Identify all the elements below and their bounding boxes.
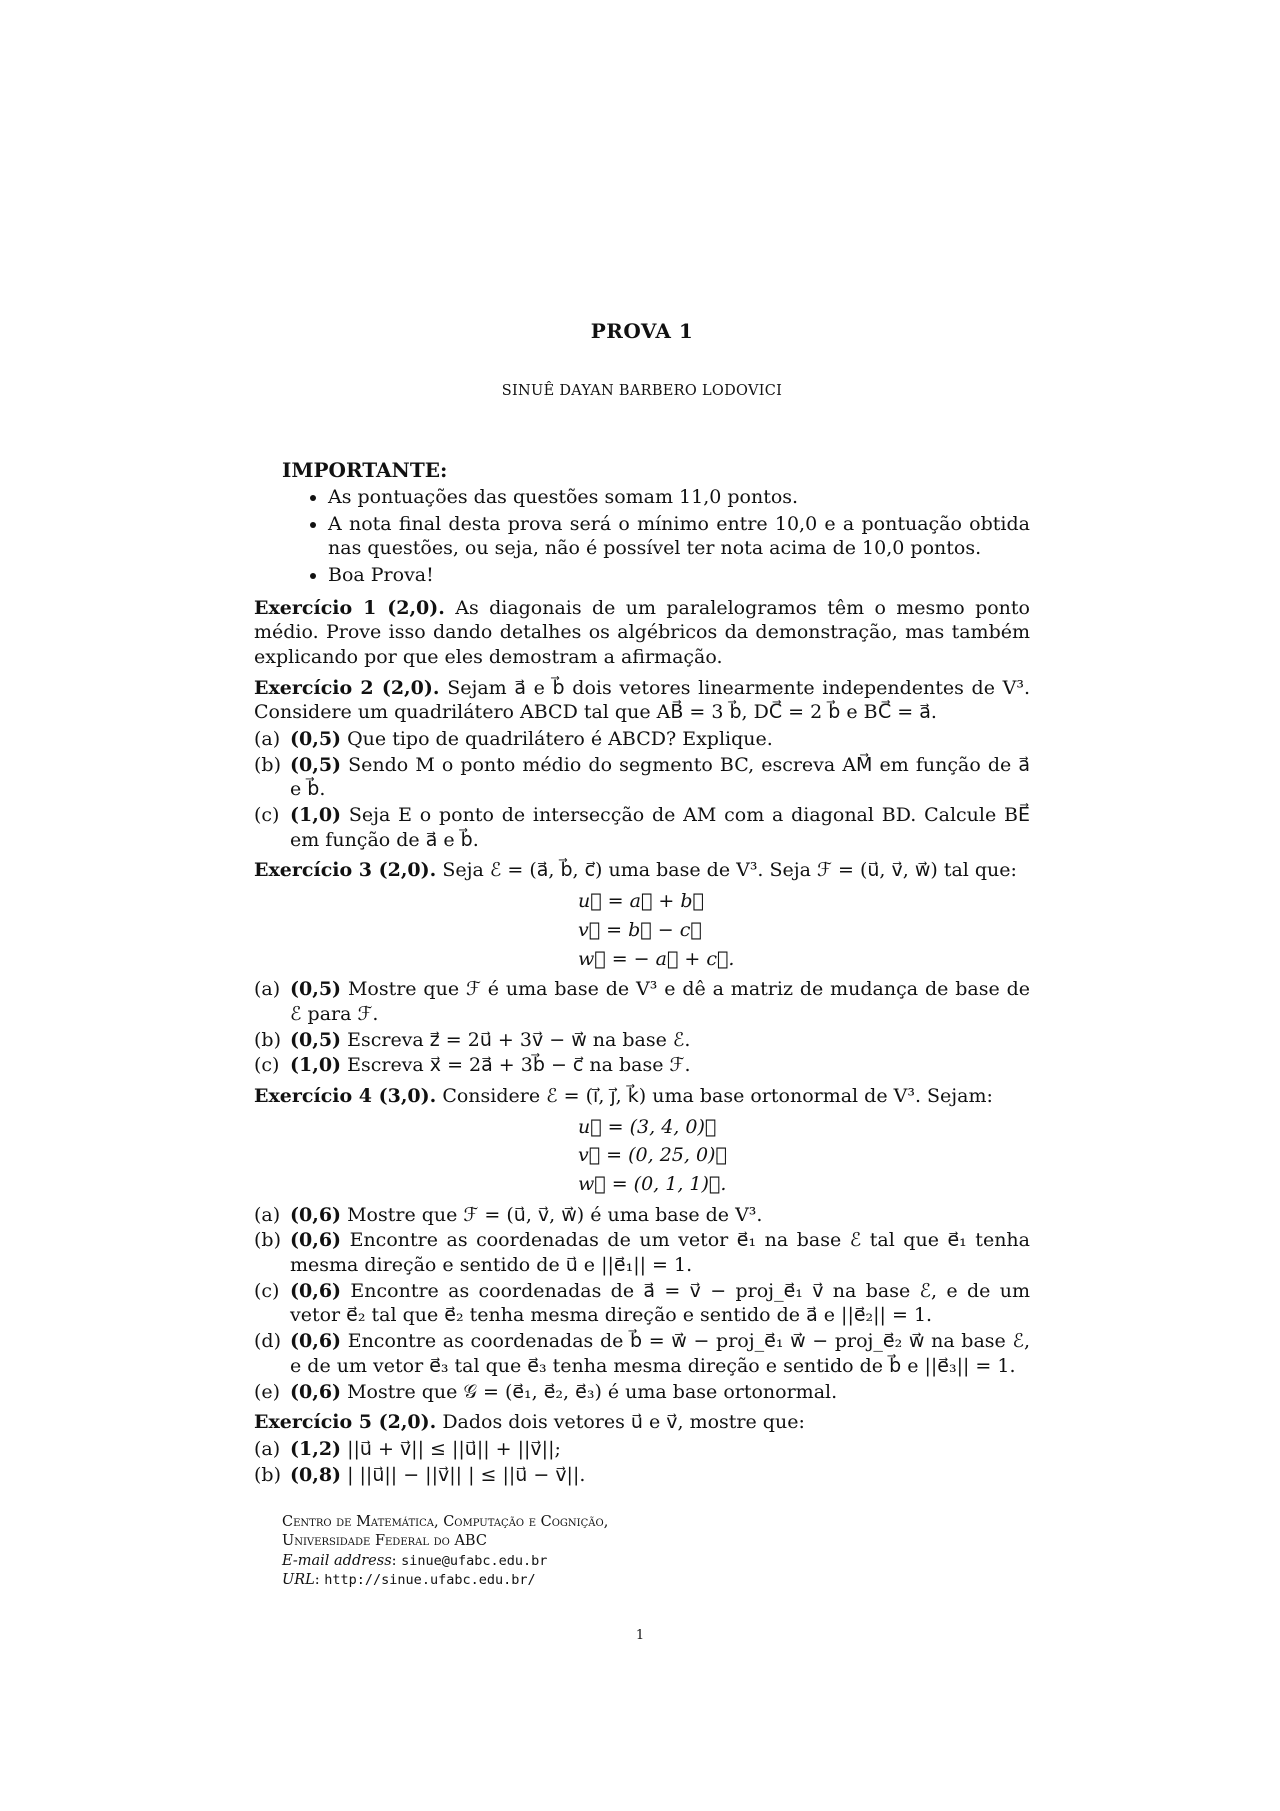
important-bullet: • Boa Prova!	[328, 563, 1030, 588]
important-heading: IMPORTANTE:	[282, 457, 448, 482]
exercise-3	[254, 858, 1030, 883]
item-label: (b)	[254, 1463, 281, 1486]
email-label: E-mail address	[282, 1552, 392, 1569]
equation: u⃗ = (3, 4, 0)ℰ	[578, 1115, 717, 1138]
item-text: ||u⃗ + v⃗|| ≤ ||u⃗|| + ||v⃗||;	[347, 1437, 561, 1460]
item-points: (0,5)	[290, 1028, 342, 1051]
item-text: Que tipo de quadrilátero é ABCD? Explique.	[347, 728, 773, 751]
item-text: Escreva z⃗ = 2u⃗ + 3v⃗ − w⃗ na base ℰ.	[347, 1028, 691, 1051]
exercise-3-text: Seja ℰ = (a⃗, b⃗, c⃗) uma base de V³. Seja ℱ = (u⃗, v⃗, w⃗) tal que:	[442, 859, 1017, 882]
exercise-2-item-a	[254, 727, 1030, 752]
item-text: Encontre as coordenadas de um vetor e⃗₁ na base ℰ tal que e⃗₁ tenha mesma direção e sentido de u⃗ e ||e⃗₁|| = 1.	[290, 1229, 1030, 1277]
exercise-4-item-b	[254, 1228, 1030, 1277]
item-text: Seja E o ponto de intersecção de AM com a diagonal BD. Calcule BE⃗ em função de a⃗ e b⃗.	[290, 804, 1030, 851]
document-page	[254, 318, 1030, 1590]
author-footer	[282, 1513, 1030, 1590]
exercise-4-equations	[578, 1115, 1030, 1197]
item-points: (0,6)	[290, 1229, 342, 1252]
item-points: (0,6)	[290, 1380, 342, 1403]
item-points: (0,6)	[290, 1279, 342, 1302]
exercise-3-item-a	[254, 977, 1030, 1026]
item-points: (0,6)	[290, 1203, 342, 1226]
item-text: Escreva x⃗ = 2a⃗ + 3b⃗ − c⃗ na base ℱ.	[347, 1054, 691, 1077]
email-link[interactable]: sinue@ufabc.edu.br	[401, 1552, 548, 1569]
exercise-2-text: Sejam a⃗ e b⃗ dois vetores linearmente independentes de V³. Considere um quadrilátero ABCD tal que AB⃗ = 3 b⃗, DC⃗ = 2 b⃗ e BC⃗ = a⃗.	[254, 676, 1031, 724]
exercise-1-text: As diagonais de um paralelogramos têm o mesmo ponto médio. Prove isso dando detalhes os algébricos da demonstração, mas também explicando por que eles demostram a afirmação.	[254, 596, 1030, 668]
item-label: (c)	[254, 804, 280, 827]
author-name: SINUÊ DAYAN BARBERO LODOVICI	[501, 383, 783, 399]
exercise-5	[254, 1410, 1030, 1435]
item-points: (1,0)	[290, 1054, 342, 1077]
equation: w⃗ = − a⃗ + c⃗.	[578, 947, 735, 970]
exercise-2-item-c	[254, 803, 1030, 852]
equation: u⃗ = a⃗ + b⃗	[578, 890, 704, 913]
item-text: Encontre as coordenadas de a⃗ = v⃗ − proj_e⃗₁ v⃗ na base ℰ, e de um vetor e⃗₂ tal que e⃗₂ tenha mesma direção e sentido de a⃗ e ||e⃗₂|| = 1.	[290, 1279, 1030, 1327]
url-link[interactable]: http://sinue.ufabc.edu.br/	[324, 1571, 536, 1588]
equation: v⃗ = b⃗ − c⃗	[578, 918, 702, 941]
exercise-5-text: Dados dois vetores u⃗ e v⃗, mostre que:	[442, 1411, 805, 1434]
exercise-5-item-a	[254, 1437, 1030, 1462]
item-points: (1,2)	[290, 1437, 342, 1460]
institution-line: Centro de Matemática, Computação e Cognição,	[282, 1514, 609, 1531]
item-label: (b)	[254, 1229, 281, 1252]
url-label: URL	[282, 1571, 315, 1588]
exercise-3-item-c	[254, 1053, 1030, 1078]
university-line: Universidade Federal do ABC	[282, 1533, 487, 1550]
document-title: PROVA 1	[590, 319, 694, 343]
item-text: Mostre que ℱ é uma base de V³ e dê a matriz de mudança de base de ℰ para ℱ.	[290, 978, 1031, 1025]
exercise-4-heading: Exercício 4 (3,0).	[254, 1084, 437, 1107]
equation: v⃗ = (0, 25, 0)ℰ	[578, 1144, 727, 1167]
exercise-2-item-b	[254, 753, 1030, 802]
exercise-2	[254, 676, 1030, 725]
exercise-3-equations	[578, 889, 1030, 971]
item-text: Mostre que 𝒢 = (e⃗₁, e⃗₂, e⃗₃) é uma base ortonormal.	[347, 1380, 838, 1403]
item-label: (b)	[254, 753, 281, 776]
important-list	[254, 485, 1030, 588]
item-points: (0,5)	[290, 728, 342, 751]
item-label: (c)	[254, 1054, 280, 1077]
exercise-4-text: Considere ℰ = (i⃗, j⃗, k⃗) uma base ortonormal de V³. Sejam:	[442, 1084, 993, 1107]
important-bullet: • A nota final desta prova será o mínimo entre 10,0 e a pontuação obtida nas questões, ou seja, não é possível ter nota acima de 10,0 pontos.	[328, 512, 1030, 561]
exercise-1	[254, 596, 1030, 670]
item-label: (e)	[254, 1380, 281, 1403]
equation: w⃗ = (0, 1, 1)ℰ.	[578, 1173, 727, 1196]
item-points: (0,5)	[290, 753, 342, 776]
exercise-3-heading: Exercício 3 (2,0).	[254, 859, 437, 882]
exercise-1-heading: Exercício 1 (2,0).	[254, 596, 445, 619]
item-label: (a)	[254, 978, 281, 1001]
item-text: Sendo M o ponto médio do segmento BC, escreva AM⃗ em função de a⃗ e b⃗.	[290, 753, 1031, 801]
item-points: (1,0)	[290, 804, 342, 827]
item-text: Mostre que ℱ = (u⃗, v⃗, w⃗) é uma base de V³.	[347, 1203, 763, 1226]
exercise-3-item-b	[254, 1028, 1030, 1053]
item-label: (a)	[254, 728, 281, 751]
email-line: E-mail address: sinue@ufabc.edu.br	[282, 1552, 548, 1569]
exercise-2-heading: Exercício 2 (2,0).	[254, 676, 440, 699]
item-label: (d)	[254, 1330, 281, 1353]
item-points: (0,6)	[290, 1330, 342, 1353]
exercise-4-item-e	[254, 1380, 1030, 1405]
item-label: (a)	[254, 1203, 281, 1226]
exercise-5-item-b	[254, 1463, 1030, 1488]
item-label: (b)	[254, 1028, 281, 1051]
item-points: (0,5)	[290, 978, 342, 1001]
item-label: (a)	[254, 1437, 281, 1460]
exercise-4	[254, 1084, 1030, 1109]
item-text: | ||u⃗|| − ||v⃗|| | ≤ ||u⃗ − v⃗||.	[347, 1463, 586, 1486]
item-label: (c)	[254, 1279, 280, 1302]
exercise-4-item-d	[254, 1329, 1030, 1378]
exercise-5-heading: Exercício 5 (2,0).	[254, 1411, 437, 1434]
item-text: Encontre as coordenadas de b⃗ = w⃗ − proj_e⃗₁ w⃗ − proj_e⃗₂ w⃗ na base ℰ, e de um vetor e⃗₃ tal que e⃗₃ tenha mesma direção e sentido de b⃗ e ||e⃗₃|| = 1.	[290, 1330, 1030, 1377]
item-points: (0,8)	[290, 1463, 342, 1486]
important-bullet: • As pontuações das questões somam 11,0 pontos.	[328, 485, 1030, 510]
page-number: 1	[635, 1628, 645, 1643]
exercise-4-item-c	[254, 1279, 1030, 1328]
url-line: URL: http://sinue.ufabc.edu.br/	[282, 1571, 536, 1588]
exercise-4-item-a	[254, 1203, 1030, 1228]
